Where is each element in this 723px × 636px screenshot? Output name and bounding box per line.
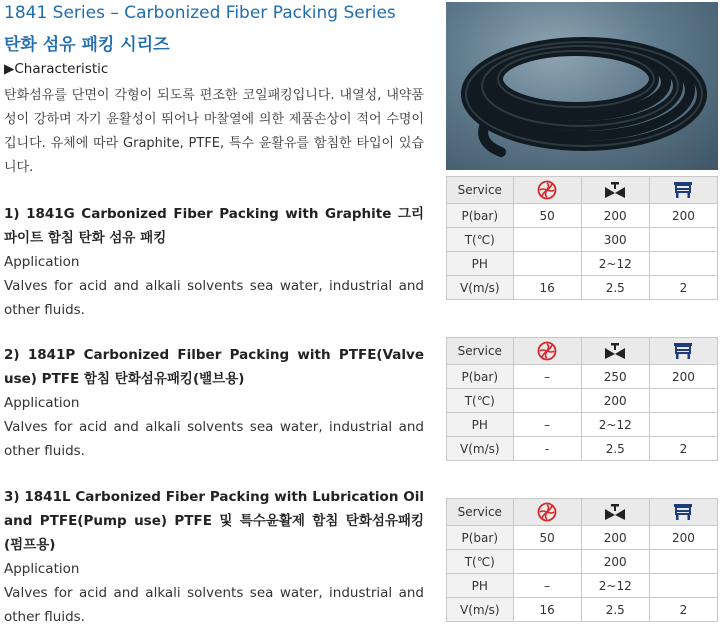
application-label: Application <box>4 395 80 411</box>
characteristic-body: 탄화섬유를 단면이 각형이 되도록 편조한 코일패킹입니다. 내열성, 내약품성이 강하며 자기 윤활성이 뛰어나 마찰열에 의한 제품손상이 적어 수명이 깁니다. 유체에 따라 Graphite, PTFE, 특수 윤활유를 함침한 타입이 있습니다. <box>4 88 424 175</box>
cell-rotary: 200 <box>649 526 717 550</box>
table-row <box>447 389 718 413</box>
spec-table-1841g <box>446 176 718 300</box>
cell-valve: 200 <box>581 389 649 413</box>
characteristic-heading: ▶Characteristic <box>4 61 109 77</box>
row-label: P(bar) <box>447 204 514 228</box>
cell-pump <box>513 228 581 252</box>
cell-pump: – <box>513 574 581 598</box>
row-label: V(m/s) <box>447 437 514 461</box>
row-label: T(℃) <box>447 550 514 574</box>
section-1841p <box>4 343 424 463</box>
table-row <box>447 526 718 550</box>
spec-table-1841p <box>446 337 718 461</box>
cell-pump <box>513 252 581 276</box>
cell-valve: 200 <box>581 526 649 550</box>
row-label: PH <box>447 413 514 437</box>
cell-valve: 2~12 <box>581 413 649 437</box>
cell-valve: 2.5 <box>581 276 649 300</box>
row-label: V(m/s) <box>447 276 514 300</box>
cell-pump: – <box>513 365 581 389</box>
table-row <box>447 365 718 389</box>
application-description: Valves for acid and alkali solvents sea water, industrial and other fluids. <box>4 419 424 459</box>
cell-rotary: 2 <box>649 276 717 300</box>
row-label: T(℃) <box>447 228 514 252</box>
pump-icon <box>513 338 581 365</box>
cell-rotary <box>649 252 717 276</box>
application-description: Valves for acid and alkali solvents sea water, industrial and other fluids. <box>4 278 424 318</box>
valve-icon <box>581 499 649 526</box>
application-label: Application <box>4 254 80 270</box>
row-label: T(℃) <box>447 389 514 413</box>
cell-rotary <box>649 389 717 413</box>
product-photo <box>446 2 718 170</box>
table-row <box>447 252 718 276</box>
cell-valve: 200 <box>581 204 649 228</box>
table-row <box>447 437 718 461</box>
table-row <box>447 574 718 598</box>
section-title: 2) 1841P Carbonized Filber Packing with PTFE(Valve use) PTFE 함침 탄화섬유패킹(밸브용) <box>4 347 424 387</box>
row-label: PH <box>447 574 514 598</box>
cell-valve: 200 <box>581 550 649 574</box>
cell-pump: 16 <box>513 276 581 300</box>
application-label: Application <box>4 561 80 577</box>
cell-valve: 2~12 <box>581 252 649 276</box>
cell-pump <box>513 550 581 574</box>
cell-valve: 2.5 <box>581 437 649 461</box>
rotary-shaft-icon <box>649 499 717 526</box>
cell-rotary: 200 <box>649 204 717 228</box>
valve-icon <box>581 338 649 365</box>
rotary-shaft-icon <box>649 338 717 365</box>
table-row <box>447 228 718 252</box>
table-row <box>447 413 718 437</box>
pump-icon <box>513 177 581 204</box>
cell-rotary <box>649 550 717 574</box>
cell-pump: 50 <box>513 526 581 550</box>
cell-pump: 16 <box>513 598 581 622</box>
cell-rotary <box>649 228 717 252</box>
table-row <box>447 598 718 622</box>
valve-icon <box>581 177 649 204</box>
section-title: 1) 1841G Carbonized Fiber Packing with Graphite 그리파이트 함침 탄화 섬유 패킹 <box>4 206 424 246</box>
cell-valve: 2~12 <box>581 574 649 598</box>
row-label: P(bar) <box>447 365 514 389</box>
cell-pump: - <box>513 437 581 461</box>
cell-pump: 50 <box>513 204 581 228</box>
table-row <box>447 276 718 300</box>
row-label: P(bar) <box>447 526 514 550</box>
service-header: Service <box>447 499 514 526</box>
cell-rotary: 2 <box>649 598 717 622</box>
cell-valve: 300 <box>581 228 649 252</box>
row-label: V(m/s) <box>447 598 514 622</box>
series-title-en: 1841 Series – Carbonized Fiber Packing Series <box>4 3 396 23</box>
service-header: Service <box>447 338 514 365</box>
cell-rotary <box>649 574 717 598</box>
cell-pump <box>513 389 581 413</box>
cell-rotary: 2 <box>649 437 717 461</box>
row-label: PH <box>447 252 514 276</box>
application-description: Valves for acid and alkali solvents sea water, industrial and other fluids. <box>4 585 424 625</box>
series-title-ko: 탄화 섬유 패킹 시리즈 <box>4 35 170 55</box>
packing-coil-image <box>446 2 718 170</box>
table-row <box>447 204 718 228</box>
cell-pump: – <box>513 413 581 437</box>
section-title: 3) 1841L Carbonized Fiber Packing with Lubrication Oil and PTFE(Pump use) PTFE 및 특수윤활제 함침 탄화섬유패킹(펌프용) <box>4 489 424 553</box>
cell-rotary: 200 <box>649 365 717 389</box>
service-header: Service <box>447 177 514 204</box>
cell-valve: 250 <box>581 365 649 389</box>
section-1841l <box>4 485 424 629</box>
rotary-shaft-icon <box>649 177 717 204</box>
table-row <box>447 550 718 574</box>
cell-valve: 2.5 <box>581 598 649 622</box>
spec-table-1841l <box>446 498 718 622</box>
pump-icon <box>513 499 581 526</box>
cell-rotary <box>649 413 717 437</box>
section-1841g <box>4 202 424 322</box>
